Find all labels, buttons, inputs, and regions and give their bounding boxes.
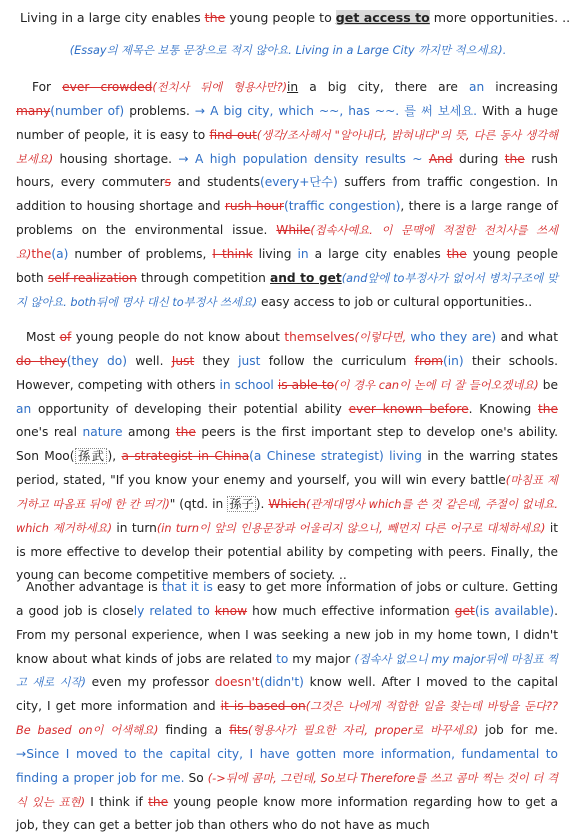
text-run: ),	[107, 449, 122, 464]
deleted-text: ever known before	[348, 401, 469, 416]
text-run: 孫武	[76, 449, 106, 464]
flagged-text: doesn't	[214, 675, 260, 690]
deleted-text: know	[214, 603, 248, 618]
inserted-text: to	[276, 651, 289, 666]
inserted-text: an	[468, 80, 485, 94]
review-comment: (이 경우 can이 논에 더 잘 들어오겠네요)	[334, 378, 539, 392]
text-run: . From my personal experience, when I was seeking a new job in my home town, I didn't know about what kinds of jobs are related	[16, 603, 558, 666]
deleted-text: rush hour	[224, 199, 284, 214]
text-run: With a huge number of people, it is easy to	[16, 103, 558, 142]
text-run: be	[538, 377, 559, 392]
inserted-text: (they do)	[66, 353, 127, 368]
deleted-text: the	[148, 794, 169, 809]
inserted-text: (a)	[51, 246, 69, 261]
text-run: So	[184, 770, 208, 785]
text-run: I think if	[85, 794, 149, 809]
inserted-text: in school	[219, 377, 274, 392]
text-run: in the warring states period, stated, "If you know your enemy and yourself, you will win every battle	[16, 449, 559, 488]
inserted-text: just	[238, 353, 261, 368]
text-run: Another advantage is	[26, 580, 162, 594]
inserted-text: nature	[82, 425, 123, 440]
text-run: in turn	[111, 520, 157, 535]
text-run: For	[32, 80, 63, 94]
text-run: housing shortage.	[53, 151, 179, 166]
deleted-text: many	[16, 103, 51, 118]
deleted-text: the	[175, 425, 196, 440]
deleted-text: the	[504, 151, 525, 166]
paragraph-2	[16, 326, 558, 588]
inserted-text: in	[297, 246, 309, 261]
text-run: in	[287, 80, 299, 94]
inserted-text: who they are)	[410, 330, 497, 344]
title-deleted-word: the	[204, 10, 226, 25]
inserted-text: living	[389, 449, 423, 464]
deleted-text: a strategist in China	[121, 449, 250, 464]
review-comment: (형용사가 필요한 자리, proper로 바꾸세요)	[248, 724, 479, 738]
text-run: easy access to job or cultural opportunities..	[257, 294, 533, 309]
deleted-text: find out	[209, 127, 257, 142]
text-run: , there is a large range of problems on the environmental issue.	[16, 199, 558, 238]
text-run: know well. After I moved to the capital city, I get more information and	[16, 675, 559, 714]
deleted-text: And	[428, 151, 453, 166]
deleted-text: fits	[229, 723, 249, 738]
title-text-end: more opportunities. ..	[429, 10, 571, 25]
flagged-text: the	[31, 246, 52, 261]
text-run: peers is the first important step to develop one's ability. Son Moo(	[16, 425, 558, 464]
deleted-text: the	[538, 401, 559, 416]
text-run: young people do not know about	[71, 330, 285, 344]
text-run: " (qtd. in	[169, 496, 228, 511]
deleted-text: is able to	[277, 377, 335, 392]
deleted-text: of	[59, 330, 72, 344]
inserted-text: (in)	[443, 353, 464, 368]
text-run: and students	[171, 175, 261, 190]
title-text-middle: young people to	[225, 10, 336, 25]
review-comment: (in turn이 앞의 인용문장과 어울리지 않으니, 빼먼지 다른 어구로 대체하세요)	[156, 521, 546, 535]
deleted-text: I think	[212, 246, 253, 261]
text-run: during	[452, 151, 505, 166]
text-run: ).	[255, 496, 269, 511]
text-run: follow the curriculum	[260, 353, 415, 368]
deleted-text: While	[276, 223, 311, 238]
deleted-text: s	[164, 175, 171, 190]
deleted-text: do they	[16, 353, 67, 368]
review-comment: (접속사 없으니 my major뒤에 마침표 찍고 새로 시작)	[16, 652, 558, 690]
deleted-text: from	[414, 353, 444, 368]
text-run: rush hours, every commuter	[16, 151, 559, 190]
text-run: number of problems,	[68, 246, 213, 261]
review-comment: (and앞에 to부정사가 없어서 병치구조에 맞지 않아요. both뒤에 명사 대신 to부정사 쓰세요)	[16, 271, 558, 309]
text-run: young people both	[16, 246, 558, 285]
deleted-text: Just	[171, 353, 195, 368]
review-comment: (그것은 나에게 적합한 일을 찾는데 바탕을 둔다?? Be based on이 어색해요)	[16, 700, 558, 738]
essay-title	[20, 8, 571, 28]
title-highlighted-phrase: get access to	[335, 10, 430, 25]
text-run: a large city enables	[308, 246, 447, 261]
text-run: well.	[127, 353, 172, 368]
title-comment: (Essay의 제목은 보통 문장으로 적지 않아요. Living in a Large City 까지만 적으세요).	[69, 44, 507, 57]
text-run: through competition	[136, 270, 271, 285]
text-run: easy to get more information of jobs or culture. Getting a good job is close	[16, 580, 558, 618]
text-run: they	[194, 353, 239, 368]
text-run: increasing	[484, 80, 559, 94]
review-comment: (->뒤에 콤마, 그런데, So보다 Therefore를 쓰고 콤마 찍는 것이 더 격식 있는 표현)	[16, 771, 558, 809]
text-run: a big city, there are	[298, 80, 469, 94]
deleted-text: get	[454, 603, 475, 618]
inserted-text: an	[16, 401, 32, 416]
inserted-text: → A big city, which ~~, has ~~. 를 써 보세요.	[194, 103, 478, 118]
inserted-text: → A high population density results ~	[178, 151, 429, 166]
inserted-text: ly related to	[133, 603, 210, 618]
text-run: even my professor	[85, 675, 215, 690]
text-run: my major	[288, 651, 355, 666]
text-run: suffers from traffic congestion. In addition to housing shortage and	[16, 175, 559, 214]
deleted-text: Which	[268, 496, 306, 511]
review-comment: (이렇다면,	[354, 331, 411, 344]
inserted-text: (is available)	[474, 603, 555, 618]
text-run: their schools. However, competing with others	[16, 353, 559, 392]
inserted-text: (every+단수)	[260, 175, 338, 190]
review-comment: (생각/조사해서 "알아내다, 밝혀내다"의 뜻, 다른 동사 생각해 보세요)	[16, 128, 558, 166]
title-text-start: Living in a large city enables	[20, 10, 205, 25]
text-run: young people know more information regarding how to get a job, they can get a better job than others who do not have as much	[16, 794, 558, 833]
text-run: among	[122, 425, 176, 440]
review-comment: (접속사예요. 이 문맥에 적절한 전치사를 쓰세요)	[16, 224, 559, 261]
flagged-text: themselves	[284, 330, 355, 344]
inserted-text: (a Chinese strategist)	[249, 449, 384, 464]
inserted-text: (didn't)	[259, 675, 304, 690]
deleted-text: ever crowded	[62, 80, 153, 94]
text-run: how much effective information	[247, 603, 455, 618]
inserted-text: that it is	[161, 580, 213, 594]
text-run: Most	[26, 330, 60, 344]
inserted-text: (number of)	[50, 103, 125, 118]
text-run: it is more effective to develop their potential ability by competing with peers. Finally, the young can become competitive members of society. ..	[16, 520, 558, 583]
deleted-text: self-realization	[47, 270, 137, 285]
text-run: living	[252, 246, 298, 261]
deleted-text: the	[446, 246, 467, 261]
text-run: finding a	[158, 723, 230, 738]
text-run: one's real	[16, 425, 83, 440]
paragraph-3	[16, 576, 558, 838]
text-run: problems.	[124, 103, 195, 118]
text-run: . Knowing	[468, 401, 538, 416]
review-comment: (관계대명사 which를 쓴 것 같은데, 주절이 없네요. which 제거하세요)	[16, 497, 558, 535]
text-run: and to get	[270, 270, 342, 285]
text-run: and what	[496, 330, 558, 344]
text-run: 孫子	[229, 496, 254, 511]
inserted-text: (traffic congestion)	[283, 199, 401, 214]
review-comment: (전치사 뒤에 형용사만?)	[152, 81, 287, 94]
review-comment: (마침표 제거하고 따옴표 뒤에 한 칸 띄기)	[16, 474, 558, 511]
text-run: job for me.	[478, 723, 559, 738]
deleted-text: it is based on	[220, 699, 306, 714]
inserted-text: →Since I moved to the capital city, I have gotten more information, fundamental to finding a proper job for me.	[16, 746, 558, 785]
paragraph-1	[16, 76, 558, 314]
text-run: opportunity of developing their potential ability	[31, 401, 349, 416]
